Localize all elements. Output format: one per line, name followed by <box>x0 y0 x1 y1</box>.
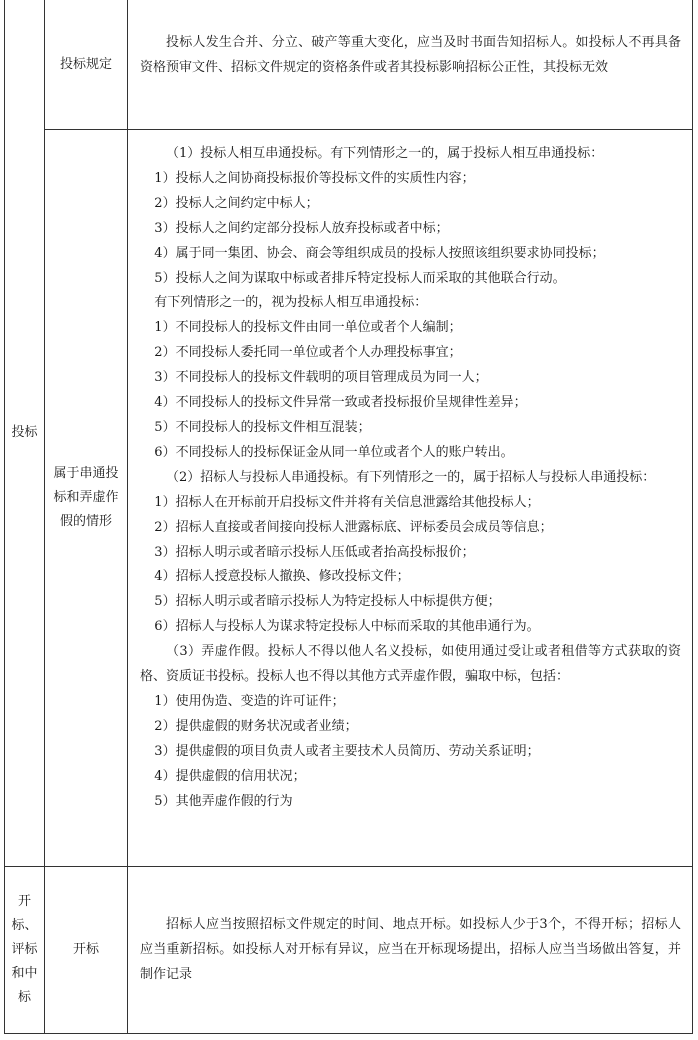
content-paragraph: （2）招标人与投标人串通投标。有下列情形之一的，属于招标人与投标人串通投标： <box>166 469 656 485</box>
content-list-item: 2）招标人直接或者间接向投标人泄露标底、评标委员会成员等信息； <box>154 519 553 535</box>
content-list-item: 3）提供虚假的项目负责人或者主要技术人员简历、劳动关系证明； <box>154 743 540 759</box>
content-list-item: 2）投标人之间约定中标人； <box>154 195 319 211</box>
regulation-table <box>4 0 693 1034</box>
row-2-item: 属于串通投标和弄虚作假的情形 <box>53 466 119 529</box>
column-divider-2 <box>127 0 128 1034</box>
content-list-item: 6）不同投标人的投标保证金从同一单位或者个人的账户转出。 <box>154 444 514 460</box>
content-paragraph: 投标人发生合并、分立、破产等重大变化，应当及时书面告知招标人。如投标人不再具备资格预审文件、招标文件规定的资格条件或者其投标影响招标公正性，其投标无效 <box>140 35 681 75</box>
content-paragraph: （1）投标人相互串通投标。有下列情形之一的，属于投标人相互串通投标： <box>166 146 604 161</box>
table-border-right <box>692 0 693 1034</box>
content-list-item: 2）提供虚假的财务状况或者业绩； <box>154 718 358 734</box>
content-list-item: 1）使用伪造、变造的许可证件； <box>154 693 345 709</box>
content-list-item: 1）投标人之间协商投标报价等投标文件的实质性内容； <box>154 170 475 186</box>
content-list-item: 4）不同投标人的投标文件异常一致或者投标报价呈规律性差异； <box>154 395 527 411</box>
row-divider-1 <box>44 129 693 130</box>
content-subheading: 有下列情形之一的，视为投标人相互串通投标： <box>154 295 428 311</box>
content-list-item: 5）不同投标人的投标文件相互混装； <box>154 419 371 435</box>
row-2-content <box>140 142 681 814</box>
content-list-item: 4）提供虚假的信用状况； <box>154 768 306 784</box>
category-bidding: 投标 <box>11 425 38 440</box>
content-list-item: 5）投标人之间为谋取中标或者排斥特定投标人而采取的其他联合行动。 <box>154 270 566 286</box>
row-1-item: 投标规定 <box>59 56 112 72</box>
row-1-content <box>140 31 681 81</box>
category-opening-evaluation-award: 开标、评标和中标 <box>11 894 38 1005</box>
content-list-item: 6）招标人与投标人为谋求特定投标人中标而采取的其他串通行为。 <box>154 619 540 635</box>
table-border-bottom <box>4 1033 693 1034</box>
row-3-content <box>140 913 681 988</box>
row-3-item: 开标 <box>72 942 99 957</box>
content-paragraph: （3）弄虚作假。投标人不得以他人名义投标，如使用通过受让或者租借等方式获取的资格、资质证书投标。投标人也不得以其他方式弄虚作假，骗取中标，包括： <box>140 644 681 685</box>
content-list-item: 1）不同投标人的投标文件由同一单位或者个人编制； <box>154 320 462 336</box>
content-list-item: 4）招标人授意投标人撤换、修改投标文件； <box>154 569 410 585</box>
content-list-item: 1）招标人在开标前开启投标文件并将有关信息泄露给其他投标人； <box>154 494 540 510</box>
content-list-item: 3）不同投标人的投标文件载明的项目管理成员为同一人； <box>154 370 488 386</box>
content-list-item: 3）投标人之间约定部分投标人放弃投标或者中标； <box>154 220 449 236</box>
content-list-item: 5）其他弄虚作假的行为 <box>154 793 293 809</box>
content-list-item: 3）招标人明示或者暗示投标人压低或者抬高投标报价； <box>154 544 475 560</box>
content-list-item: 5）招标人明示或者暗示投标人为特定投标人中标提供方便； <box>154 594 501 610</box>
content-paragraph: 招标人应当按照招标文件规定的时间、地点开标。如投标人少于3个，不得开标；招标人应当重新招标。如投标人对开标有异议，应当在开标现场提出，招标人应当当场做出答复，并制作记录 <box>140 917 681 982</box>
content-list-item: 2）不同投标人委托同一单位或者个人办理投标事宜； <box>154 345 462 361</box>
content-list-item: 4）属于同一集团、协会、商会等组织成员的投标人按照该组织要求协同投标； <box>154 245 605 261</box>
